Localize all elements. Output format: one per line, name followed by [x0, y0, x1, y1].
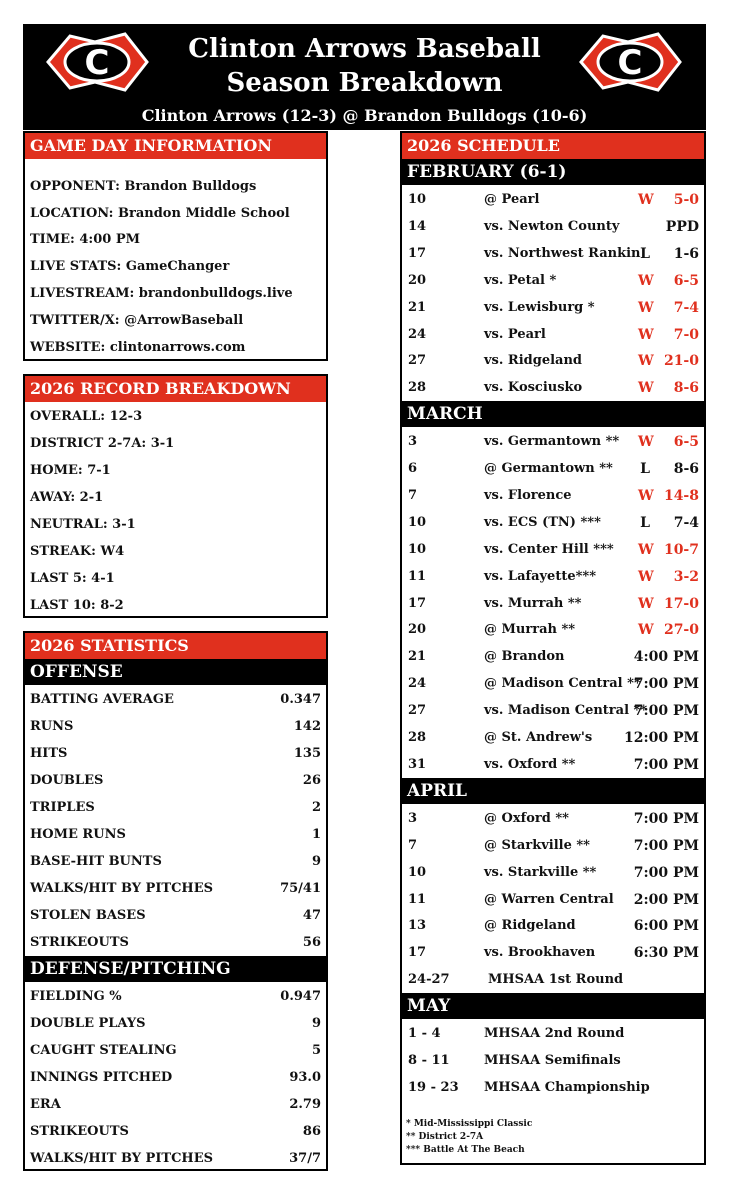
record-line: HOME: 7-1 [30, 463, 111, 478]
game-date: 10 [408, 865, 427, 880]
stat-name: HOME RUNS [30, 827, 126, 842]
game-opponent: @ St. Andrew's [484, 730, 593, 745]
game-opponent: vs. Center Hill *** [484, 542, 614, 557]
game-score: 7:00 PM [633, 676, 699, 692]
game-date: 10 [408, 192, 427, 207]
stat-value: 47 [302, 908, 321, 923]
stat-value: 2.79 [289, 1097, 321, 1112]
game-score: 14-8 [663, 488, 699, 504]
game-score: 7:00 PM [633, 838, 699, 854]
game-opponent: @ Oxford ** [484, 811, 569, 826]
stat-name: DOUBLES [30, 773, 104, 788]
stat-value: 37/7 [289, 1151, 321, 1166]
game-date: 24 [408, 327, 427, 342]
game-date: 20 [408, 622, 427, 637]
game-opponent: vs. ECS (TN) *** [484, 515, 601, 530]
game-day-panel [23, 131, 328, 361]
record-line: DISTRICT 2-7A: 3-1 [30, 436, 175, 451]
page-title-line2: Season Breakdown [226, 68, 503, 98]
game-score: 2:00 PM [633, 892, 699, 908]
game-day-line: TIME: 4:00 PM [30, 232, 141, 247]
game-date: 31 [408, 757, 427, 772]
stat-name: DOUBLE PLAYS [30, 1016, 146, 1031]
stat-value: 1 [311, 827, 321, 842]
record-heading: 2026 RECORD BREAKDOWN [25, 376, 326, 402]
game-opponent: @ Ridgeland [484, 918, 576, 933]
stat-name: HITS [30, 746, 68, 761]
game-opponent: vs. Germantown ** [484, 434, 620, 449]
game-score: 1-6 [673, 246, 699, 262]
game-opponent: @ Brandon [484, 649, 565, 664]
game-date: 7 [408, 488, 418, 503]
game-score: 6:30 PM [633, 945, 699, 961]
game-opponent: @ Germantown ** [484, 461, 613, 476]
game-opponent: vs. Florence [484, 488, 572, 503]
stat-value: 86 [302, 1124, 321, 1139]
stat-name: RUNS [30, 719, 74, 734]
month-heading: APRIL [402, 778, 704, 804]
stat-value: 26 [302, 773, 321, 788]
game-date: 6 [408, 461, 418, 476]
game-result: L [640, 246, 650, 262]
month-heading: MAY [402, 993, 704, 1019]
game-result: W [638, 596, 654, 612]
game-date: 27 [408, 703, 427, 718]
game-score: 7:00 PM [633, 865, 699, 881]
stat-name: FIELDING % [30, 989, 122, 1004]
game-opponent: vs. Brookhaven [484, 945, 596, 960]
stat-value: 142 [293, 719, 321, 734]
statistics-panel [23, 631, 328, 1171]
game-result: W [638, 622, 654, 638]
stat-value: 56 [302, 935, 321, 950]
stat-name: CAUGHT STEALING [30, 1043, 177, 1058]
stat-name: TRIPLES [30, 800, 95, 815]
game-date: 10 [408, 542, 427, 557]
game-score: 27-0 [663, 622, 699, 638]
game-opponent: vs. Northwest Rankin [484, 246, 641, 261]
game-score: 7-4 [673, 300, 699, 316]
game-score: 4:00 PM [633, 649, 699, 665]
game-day-line: LIVESTREAM: brandonbulldogs.live [30, 286, 293, 301]
game-result: W [638, 273, 654, 289]
game-opponent: vs. Petal * [484, 273, 557, 288]
game-opponent: vs. Murrah ** [484, 596, 582, 611]
game-score: 17-0 [663, 596, 699, 612]
game-score: 7:00 PM [633, 703, 699, 719]
footnote: ** District 2-7A [406, 1132, 484, 1142]
game-score: 10-7 [663, 542, 699, 558]
record-line: LAST 10: 8-2 [30, 598, 124, 613]
month-heading: MARCH [402, 401, 704, 427]
matchup-subtitle: Clinton Arrows (12-3) @ Brandon Bulldogs (10-6) [141, 106, 588, 125]
game-date: 8 - 11 [408, 1053, 450, 1068]
game-date: 28 [408, 730, 427, 745]
stat-value: 0.947 [280, 989, 321, 1004]
stat-value: 2 [311, 800, 321, 815]
game-opponent: @ Madison Central ** [484, 676, 641, 691]
stat-name: ERA [30, 1097, 61, 1112]
game-result: W [638, 542, 654, 558]
game-day-line: OPPONENT: Brandon Bulldogs [30, 179, 257, 194]
game-date: 1 - 4 [408, 1026, 441, 1041]
footnote: * Mid-Mississippi Classic [406, 1119, 533, 1129]
game-score: PPD [665, 219, 699, 235]
month-heading: FEBRUARY (6-1) [402, 159, 704, 185]
game-result: W [638, 380, 654, 396]
game-opponent: MHSAA 2nd Round [484, 1026, 625, 1041]
game-result: W [638, 434, 654, 450]
game-date: 24-27 [408, 972, 450, 987]
game-day-line: LOCATION: Brandon Middle School [30, 206, 290, 221]
game-result: W [638, 488, 654, 504]
stat-name: INNINGS PITCHED [30, 1070, 173, 1085]
game-result: L [640, 515, 650, 531]
game-score: 21-0 [663, 353, 699, 369]
footnote: *** Battle At The Beach [406, 1145, 525, 1155]
game-opponent: @ Starkville ** [484, 838, 590, 853]
game-date: 21 [408, 649, 427, 664]
record-line: NEUTRAL: 3-1 [30, 517, 136, 532]
game-opponent: vs. Pearl [484, 327, 546, 342]
record-line: STREAK: W4 [30, 544, 125, 559]
logo-letter: C [617, 43, 643, 83]
game-result: W [638, 300, 654, 316]
game-opponent: vs. Lewisburg * [484, 300, 595, 315]
record-panel [23, 374, 328, 618]
game-opponent: vs. Starkville ** [484, 865, 597, 880]
stat-name: STRIKEOUTS [30, 935, 129, 950]
game-opponent: vs. Kosciusko [484, 380, 583, 395]
header-banner [23, 24, 706, 130]
game-date: 17 [408, 596, 427, 611]
game-result: W [638, 192, 654, 208]
game-opponent: vs. Ridgeland [484, 353, 583, 368]
game-date: 28 [408, 380, 427, 395]
page-title-line1: Clinton Arrows Baseball [188, 34, 541, 64]
game-date: 20 [408, 273, 427, 288]
record-line: AWAY: 2-1 [30, 490, 104, 505]
game-score: 12:00 PM [623, 730, 699, 746]
game-opponent: MHSAA Championship [484, 1080, 650, 1095]
game-date: 7 [408, 838, 418, 853]
stat-name: STOLEN BASES [30, 908, 146, 923]
game-opponent: vs. Madison Central ** [484, 703, 648, 718]
stat-value: 0.347 [280, 692, 321, 707]
game-day-line: TWITTER/X: @ArrowBaseball [30, 313, 244, 328]
record-line: LAST 5: 4-1 [30, 571, 115, 586]
game-date: 17 [408, 246, 427, 261]
stat-value: 5 [311, 1043, 321, 1058]
stat-value: 135 [293, 746, 321, 761]
stat-name: BASE-HIT BUNTS [30, 854, 162, 869]
game-score: 8-6 [673, 461, 699, 477]
game-score: 6-5 [673, 273, 699, 289]
game-score: 7:00 PM [633, 811, 699, 827]
game-result: L [640, 461, 650, 477]
stat-value: 9 [311, 1016, 321, 1031]
schedule-panel [400, 131, 706, 1165]
game-score: 7-0 [673, 327, 699, 343]
game-score: 6:00 PM [633, 918, 699, 934]
game-opponent: vs. Oxford ** [484, 757, 576, 772]
game-date: 19 - 23 [408, 1080, 459, 1095]
game-date: 3 [408, 434, 418, 449]
game-opponent: @ Warren Central [484, 892, 614, 907]
game-opponent: vs. Lafayette*** [484, 569, 597, 584]
game-date: 3 [408, 811, 418, 826]
record-line: OVERALL: 12-3 [30, 409, 143, 424]
game-opponent: @ Murrah ** [484, 622, 576, 637]
game-date: 11 [408, 892, 427, 907]
logo-letter: C [84, 43, 110, 83]
game-day-line: WEBSITE: clintonarrows.com [30, 340, 246, 355]
game-day-line: LIVE STATS: GameChanger [30, 259, 230, 274]
game-result: W [638, 353, 654, 369]
game-opponent: MHSAA Semifinals [484, 1053, 621, 1068]
game-date: 10 [408, 515, 427, 530]
stat-value: 75/41 [280, 881, 321, 896]
offense-heading: OFFENSE [25, 659, 326, 685]
stat-value: 93.0 [289, 1070, 321, 1085]
stat-name: STRIKEOUTS [30, 1124, 129, 1139]
stat-value: 9 [311, 854, 321, 869]
game-score: 8-6 [673, 380, 699, 396]
game-date: 17 [408, 945, 427, 960]
game-date: 11 [408, 569, 427, 584]
game-score: 7-4 [673, 515, 699, 531]
game-date: 13 [408, 918, 427, 933]
game-result: W [638, 569, 654, 585]
game-date: 27 [408, 353, 427, 368]
game-date: 14 [408, 219, 427, 234]
game-result: W [638, 327, 654, 343]
schedule-heading: 2026 SCHEDULE [402, 133, 704, 159]
game-opponent: vs. Newton County [484, 219, 620, 234]
stat-name: BATTING AVERAGE [30, 692, 174, 707]
game-date: 21 [408, 300, 427, 315]
defense-heading: DEFENSE/PITCHING [25, 956, 326, 982]
statistics-heading: 2026 STATISTICS [25, 633, 326, 659]
stat-name: WALKS/HIT BY PITCHES [30, 881, 214, 896]
game-opponent: MHSAA 1st Round [488, 972, 624, 987]
game-score: 3-2 [673, 569, 699, 585]
stat-name: WALKS/HIT BY PITCHES [30, 1151, 214, 1166]
game-score: 5-0 [673, 192, 699, 208]
game-score: 6-5 [673, 434, 699, 450]
game-date: 24 [408, 676, 427, 691]
game-day-heading: GAME DAY INFORMATION [25, 133, 326, 159]
game-score: 7:00 PM [633, 757, 699, 773]
game-opponent: @ Pearl [484, 192, 540, 207]
